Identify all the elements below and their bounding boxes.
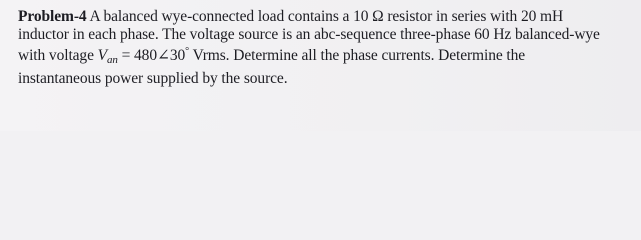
voltage-value: = 480∠30: [117, 47, 186, 65]
line-3-suffix: Vrms. Determine all the phase currents. Determine the: [189, 47, 526, 65]
voltage-symbol: V: [97, 47, 108, 65]
line-3-prefix: with voltage: [18, 47, 98, 65]
problem-label: Problem-4: [18, 8, 87, 25]
problem-line-1-text: A balanced wye-connected load contains a 10 Ω resistor in series with 20 mH: [86, 8, 564, 25]
voltage-subscript: an: [107, 54, 118, 67]
problem-statement: [18, 8, 638, 87]
problem-line-3: [18, 43, 638, 70]
problem-line-1: [18, 8, 638, 26]
degree-mark: °: [185, 46, 190, 58]
problem-line-4: instantaneous power supplied by the source.: [18, 69, 288, 87]
problem-line-2: inductor in each phase. The voltage source is an abc-sequence three-phase 60 Hz balanced-wye: [18, 25, 600, 43]
